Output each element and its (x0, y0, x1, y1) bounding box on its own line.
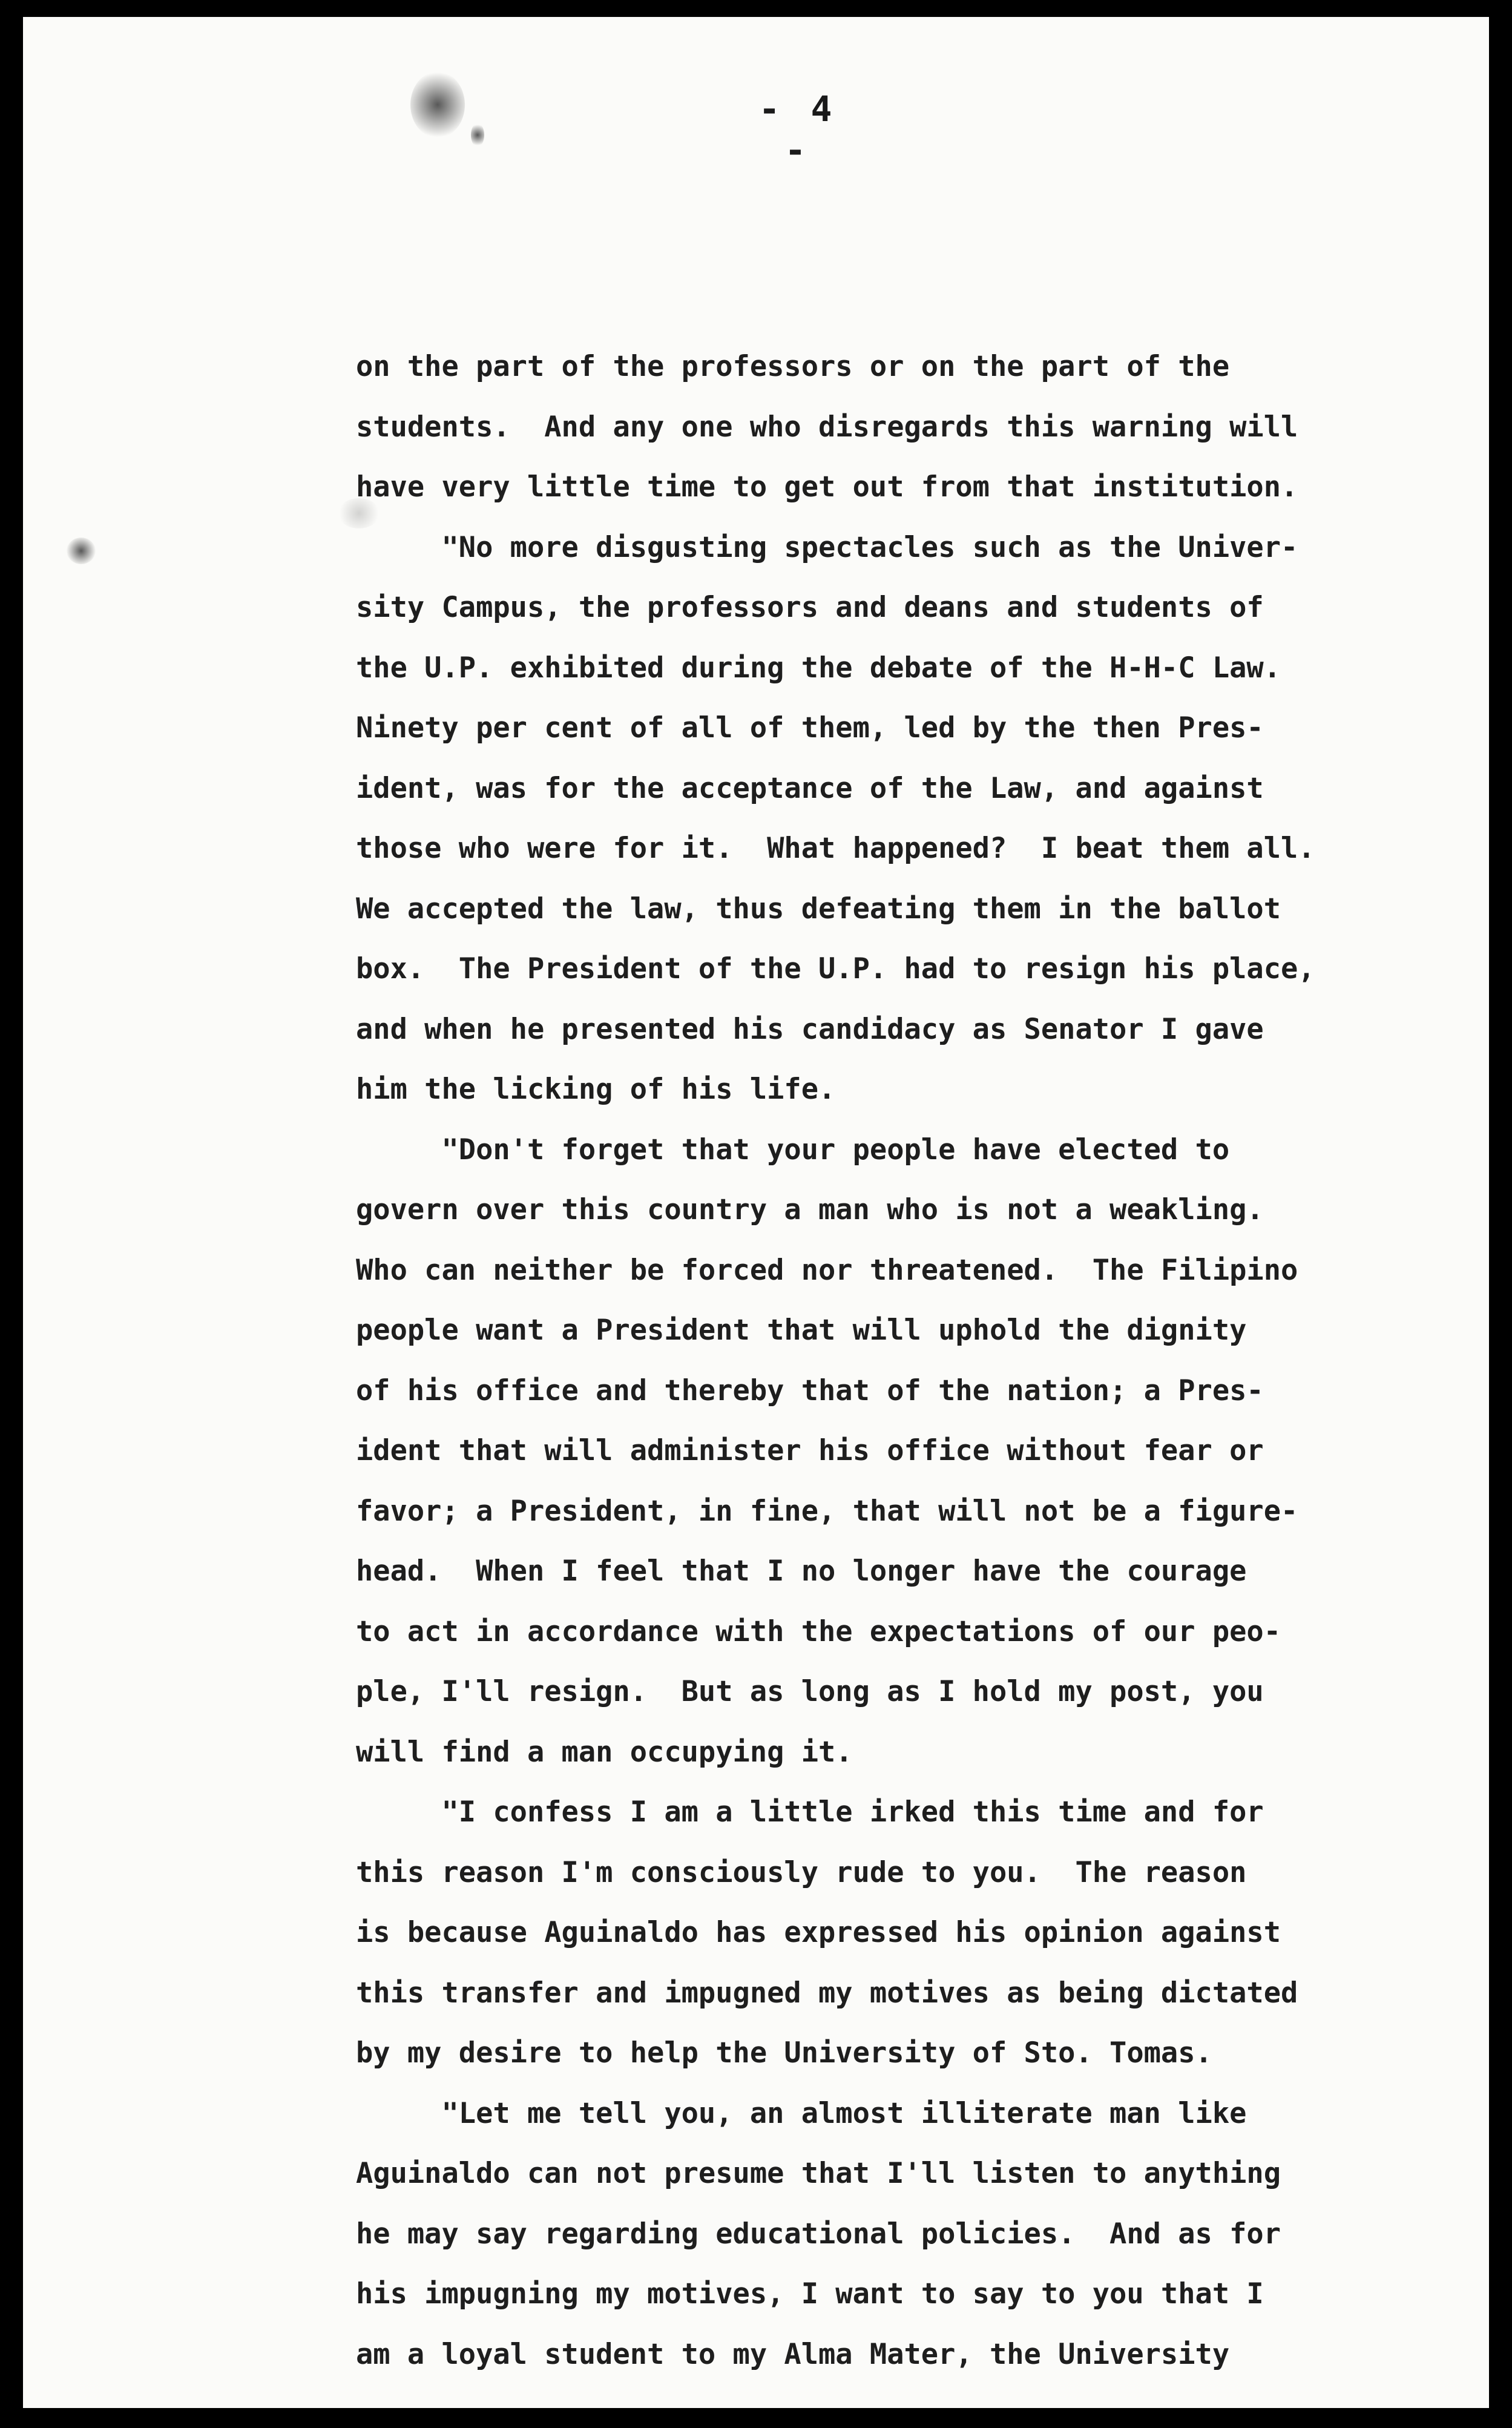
text-line: "Let me tell you, an almost illiterate man like (356, 2096, 1247, 2130)
ink-smudge (67, 538, 96, 564)
text-line: and when he presented his candidacy as Senator I gave (356, 1012, 1264, 1046)
text-line: by my desire to help the University of Sto. Tomas. (356, 2036, 1212, 2070)
text-line: "I confess I am a little irked this time and for (356, 1795, 1264, 1829)
body-text (356, 337, 1421, 2384)
text-line: ident that will administer his office without fear or (356, 1434, 1264, 1467)
text-line: people want a President that will uphold the dignity (356, 1314, 1247, 1347)
text-line: Aguinaldo can not presume that I'll listen to anything (356, 2157, 1281, 2190)
text-line: govern over this country a man who is not a weakling. (356, 1193, 1264, 1226)
text-line: head. When I feel that I no longer have the courage (356, 1555, 1247, 1588)
text-line: will find a man occupying it. (356, 1735, 853, 1769)
text-line: ident, was for the acceptance of the Law, and against (356, 771, 1264, 805)
ink-smudge (410, 71, 465, 138)
text-line: his impugning my motives, I want to say to you that I (356, 2277, 1264, 2311)
typewritten-page (23, 17, 1489, 2408)
text-line: this reason I'm consciously rude to you. The reason (356, 1855, 1247, 1889)
text-line: he may say regarding educational policies. And as for (356, 2217, 1281, 2251)
page-number: - 4 - (758, 88, 837, 171)
text-line: ple, I'll resign. But as long as I hold my post, you (356, 1675, 1264, 1708)
text-line: box. The President of the U.P. had to resign his place, (356, 952, 1315, 985)
text-line: "Don't forget that your people have elected to (356, 1133, 1230, 1166)
text-line: favor; a President, in fine, that will not be a figure- (356, 1494, 1298, 1528)
text-line: "No more disgusting spectacles such as the Univer- (356, 530, 1298, 564)
text-line: him the licking of his life. (356, 1073, 836, 1106)
text-line: is because Aguinaldo has expressed his opinion against (356, 1916, 1281, 1949)
text-line: students. And any one who disregards this warning will (356, 410, 1298, 444)
text-line: have very little time to get out from that institution. (356, 470, 1298, 504)
text-line: Ninety per cent of all of them, led by the then Pres- (356, 711, 1264, 745)
text-line: Who can neither be forced nor threatened. The Filipino (356, 1253, 1298, 1287)
text-line: am a loyal student to my Alma Mater, the University (356, 2337, 1230, 2371)
ink-smudge (471, 123, 484, 147)
text-line: this transfer and impugned my motives as being dictated (356, 1976, 1298, 2010)
text-line: those who were for it. What happened? I beat them all. (356, 832, 1315, 865)
text-line: on the part of the professors or on the part of the (356, 350, 1230, 383)
text-line: sity Campus, the professors and deans and students of (356, 591, 1264, 624)
text-line: the U.P. exhibited during the debate of the H-H-C Law. (356, 651, 1281, 685)
text-line: We accepted the law, thus defeating them in the ballot (356, 892, 1281, 926)
text-line: of his office and thereby that of the nation; a Pres- (356, 1374, 1264, 1407)
text-line: to act in accordance with the expectations of our peo- (356, 1614, 1281, 1648)
